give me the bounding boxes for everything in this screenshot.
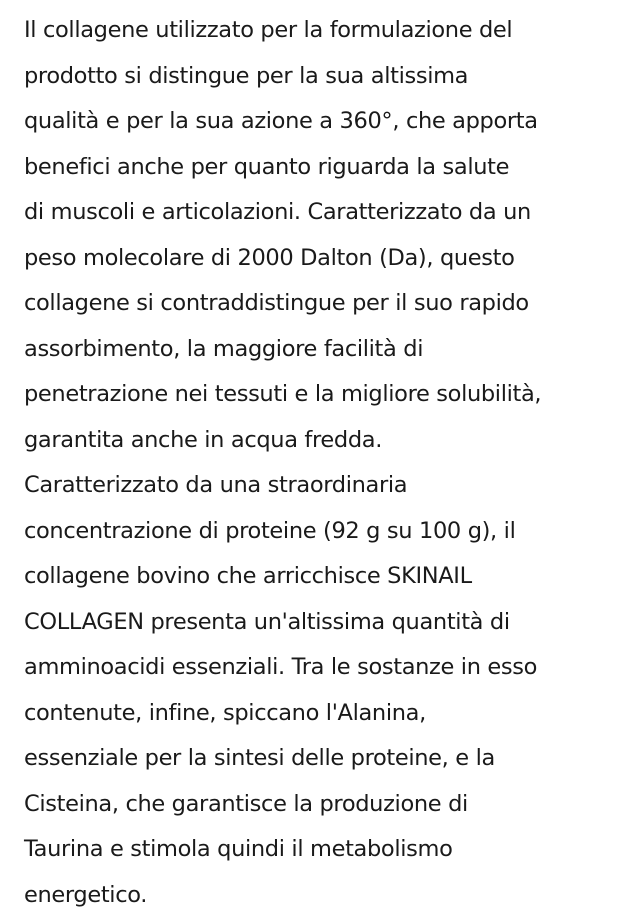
paragraph-line: amminoacidi essenziali. Tra le sostanze in esso [24,645,634,691]
paragraph-line: concentrazione di proteine (92 g su 100 g), il [24,509,634,555]
paragraph-line: peso molecolare di 2000 Dalton (Da), questo [24,236,634,282]
paragraph-line: Caratterizzato da una straordinaria [24,463,634,509]
paragraph-line: contenute, infine, spiccano l'Alanina, [24,691,634,737]
paragraph-line: qualità e per la sua azione a 360°, che apporta [24,99,634,145]
article-paragraph [24,8,634,918]
paragraph-line: energetico. [24,873,634,918]
paragraph-line: Taurina e stimola quindi il metabolismo [24,827,634,873]
paragraph-line: Il collagene utilizzato per la formulazione del [24,8,634,54]
paragraph-line: collagene si contraddistingue per il suo rapido [24,281,634,327]
paragraph-line: assorbimento, la maggiore facilità di [24,327,634,373]
paragraph-line: COLLAGEN presenta un'altissima quantità di [24,600,634,646]
paragraph-line: prodotto si distingue per la sua altissima [24,54,634,100]
paragraph-line: di muscoli e articolazioni. Caratterizzato da un [24,190,634,236]
paragraph-line: collagene bovino che arricchisce SKINAIL [24,554,634,600]
paragraph-line: garantita anche in acqua fredda. [24,418,634,464]
paragraph-line: essenziale per la sintesi delle proteine, e la [24,736,634,782]
paragraph-line: benefici anche per quanto riguarda la salute [24,145,634,191]
paragraph-line: penetrazione nei tessuti e la migliore solubilità, [24,372,634,418]
paragraph-line: Cisteina, che garantisce la produzione di [24,782,634,828]
